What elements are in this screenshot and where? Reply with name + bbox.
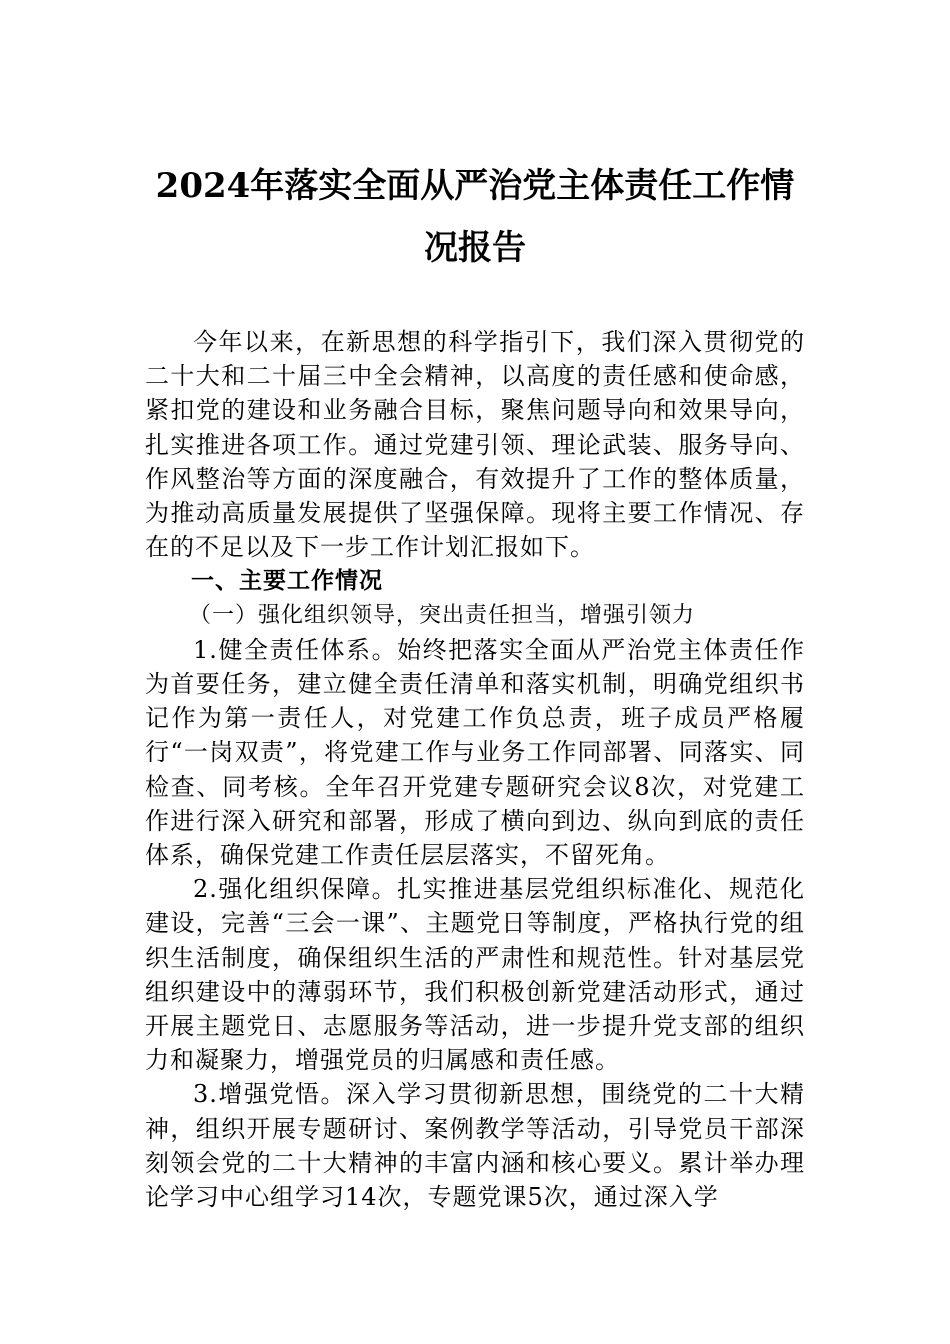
title-line-2: 况报告: [424, 228, 526, 268]
section-heading: 一、主要工作情况: [191, 568, 383, 595]
document-title: [140, 155, 810, 279]
body-paragraph: 1.健全责任体系。始终把落实全面从严治党主体责任作为首要任务，建立健全责任清单和落实机制，明确党组织书记作为第一责任人，对党建工作负总责，班子成员严格履行“一岗双责”，将党建工作与业务工作同部署、同落实、同检查、同考核。全年召开党建专题研究会议8次，对党建工作进行深入研究和部署，形成了横向到边、纵向到底的责任体系，确保党建工作责任层层落实，不留死角。: [145, 635, 805, 870]
intro-paragraph: 今年以来，在新思想的科学指引下，我们深入贯彻党的二十大和二十届三中全会精神，以高度的责任感和使命感，紧扣党的建设和业务融合目标，聚焦问题导向和效果导向，扎实推进各项工作。通过党建引领、理论武装、服务导向、作风整治等方面的深度融合，有效提升了工作的整体质量，为推动高质量发展提供了坚强保障。现将主要工作情况、存在的不足以及下一步工作计划汇报如下。: [145, 328, 805, 562]
subsection-heading: （一）强化组织领导，突出责任担当，增强引领力: [189, 602, 696, 628]
title-line-1: 2024年落实全面从严治党主体责任工作情: [155, 166, 795, 206]
body-paragraph: 2.强化组织保障。扎实推进基层党组织标准化、规范化建设，完善“三会一课”、主题党日等制度，严格执行党的组织生活制度，确保组织生活的严肃性和规范性。针对基层党组织建设中的薄弱环节，我们积极创新党建活动形式，通过开展主题党日、志愿服务等活动，进一步提升党支部的组织力和凝聚力，增强党员的归属感和责任感。: [145, 875, 805, 1075]
body-paragraph: 3.增强党悟。深入学习贯彻新思想，围绕党的二十大精神，组织开展专题研讨、案例教学等活动，引导党员干部深刻领会党的二十大精神的丰富内涵和核心要义。累计举办理论学习中心组学习14次，专题党课5次，通过深入学: [145, 1080, 805, 1212]
document-body: [145, 325, 805, 1214]
